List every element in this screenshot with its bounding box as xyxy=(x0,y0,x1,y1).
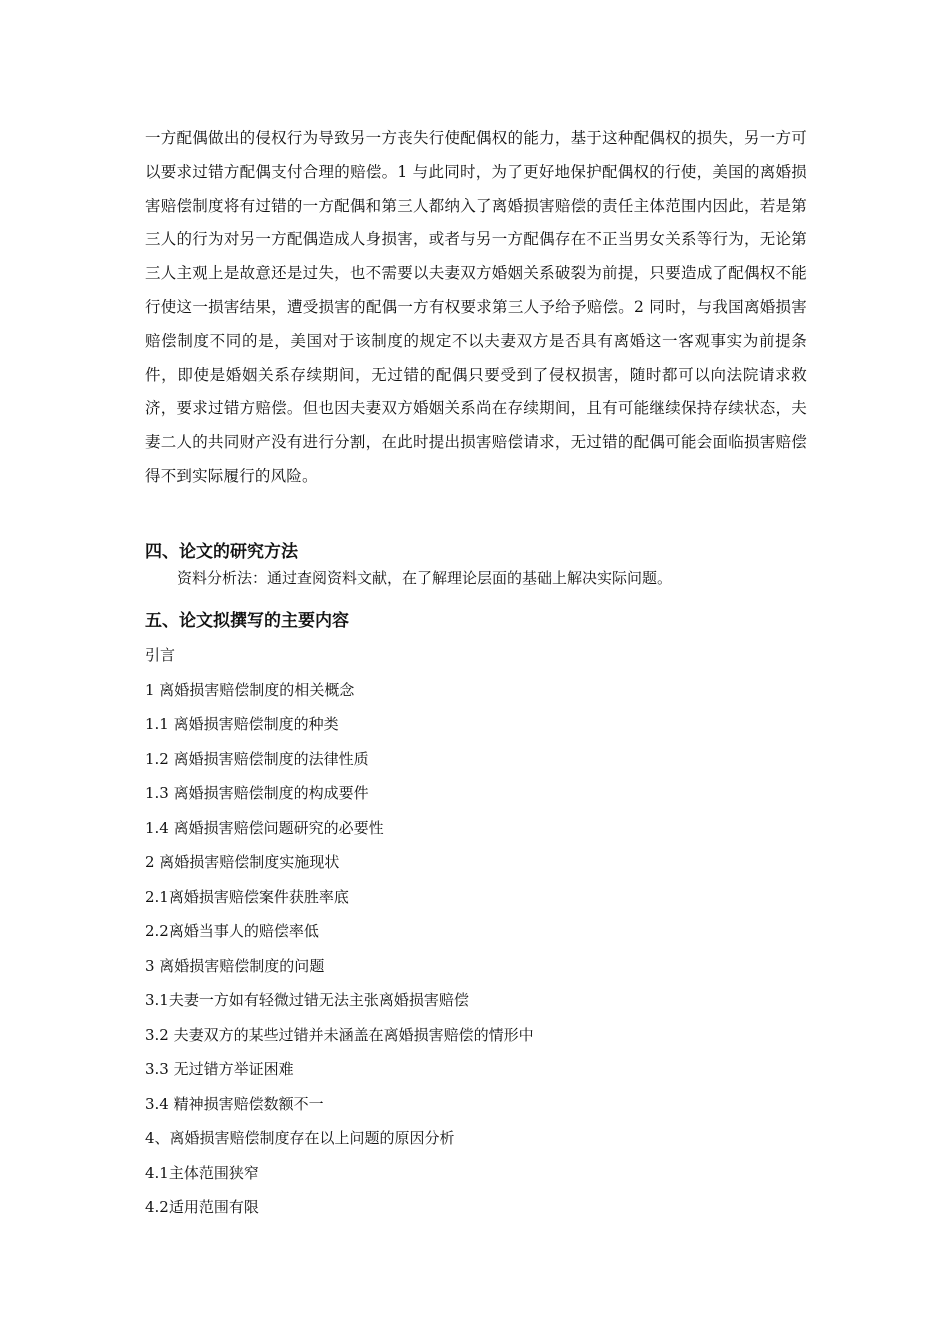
outline-item: 4.2适用范围有限 xyxy=(145,1198,259,1216)
outline-item: 3.2 夫妻双方的某些过错并未涵盖在离婚损害赔偿的情形中 xyxy=(145,1025,534,1044)
outline-item: 4、离婚损害赔偿制度存在以上问题的原因分析 xyxy=(145,1129,455,1147)
outline-item: 1.4 离婚损害赔偿问题研究的必要性 xyxy=(145,818,384,837)
outline-item: 2 离婚损害赔偿制度实施现状 xyxy=(145,853,340,871)
outline-item: 1 离婚损害赔偿制度的相关概念 xyxy=(145,680,355,699)
body-paragraph: 一方配偶做出的侵权行为导致另一方丧失行使配偶权的能力，基于这种配偶权的损失，另一方可以要求过错方配偶支付合理的赔偿。1 与此同时，为了更好地保护配偶权的行使，美国的离婚损害赔偿制度将有过错的一方配偶和第三人都纳入了离婚损害赔偿的责任主体范围内因此，若是第三人的行为对另一方配偶造成人身损害，或者与另一方配偶存在不正当男女关系等行为，无论第三人主观上是故意还是过失，也不需要以夫妻双方婚姻关系破裂为前提，只要造成了配偶权不能行使这一损害结果，遭受损害的配偶一方有权要求第三人予给予赔偿。2 同时，与我国离婚损害赔偿制度不同的是，美国对于该制度的规定不以夫妻双方是否具有离婚这一客观事实为前提条件，即使是婚姻关系存续期间，无过错的配偶只要受到了侵权损害，随时都可以向法院请求救济，要求过错方赔偿。但也因夫妻双方婚姻关系尚在存续期间，且有可能继续保持存续状态，夫妻二人的共同财产没有进行分割，在此时提出损害赔偿请求，无过错的配偶可能会面临损害赔偿得不到实际履行的风险。 xyxy=(145,129,807,485)
outline-item: 3.3 无过错方举证困难 xyxy=(145,1060,294,1078)
outline-item: 引言 xyxy=(145,646,176,664)
outline-item: 1.2 离婚损害赔偿制度的法律性质 xyxy=(145,749,369,768)
section-heading-main-content: 五、论文拟撰写的主要内容 xyxy=(145,611,349,631)
outline-item: 3 离婚损害赔偿制度的问题 xyxy=(145,956,325,975)
research-method-paragraph: 资料分析法：通过查阅资料文献，在了解理论层面的基础上解决实际问题。 xyxy=(177,569,673,587)
outline-item: 3.1夫妻一方如有轻微过错无法主张离婚损害赔偿 xyxy=(145,991,469,1009)
outline-item: 2.2离婚当事人的赔偿率低 xyxy=(145,922,319,940)
outline-item: 4.1主体范围狭窄 xyxy=(145,1163,259,1182)
outline-item: 1.1 离婚损害赔偿制度的种类 xyxy=(145,715,339,733)
section-heading-research-method: 四、论文的研究方法 xyxy=(145,542,298,562)
outline-list xyxy=(145,643,807,1230)
outline-item: 1.3 离婚损害赔偿制度的构成要件 xyxy=(145,784,369,802)
outline-item: 2.1离婚损害赔偿案件获胜率底 xyxy=(145,887,349,906)
outline-item: 3.4 精神损害赔偿数额不一 xyxy=(145,1094,324,1113)
